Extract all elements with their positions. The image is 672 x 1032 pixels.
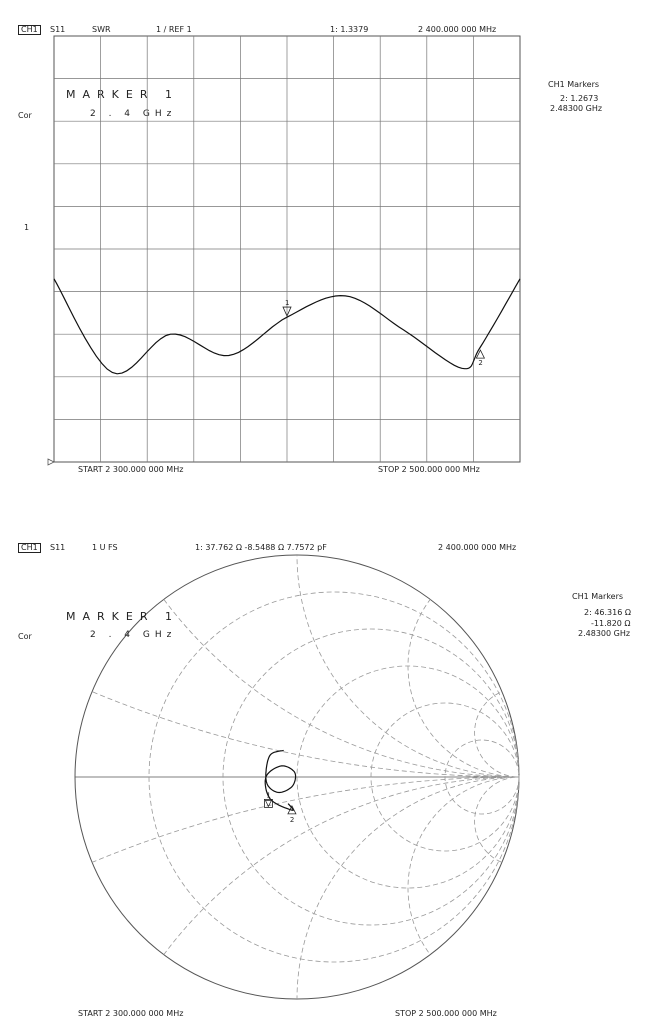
smith-parameter-label: S11 [50, 543, 66, 552]
stop-frequency: STOP 2 500.000 000 MHz [378, 465, 480, 474]
smith-reactance-arc [75, 777, 672, 1032]
swr-marker-2-label: 2 [478, 359, 483, 368]
smith-marker-value: 2 . 4 GHz [90, 630, 177, 640]
cor-indicator: Cor [18, 111, 32, 120]
smith-stop-frequency: STOP 2 500.000 000 MHz [395, 1009, 497, 1018]
marker-title: MARKER 1 [66, 88, 179, 101]
smith-reactance-arc [408, 777, 630, 999]
smith-ch-markers-resistance: 2: 46.316 Ω [584, 608, 631, 617]
smith-reactance-arc [408, 555, 630, 777]
ch-markers-frequency: 2.48300 GHz [550, 104, 603, 113]
smith-marker-title: MARKER 1 [66, 610, 179, 623]
smith-markers [264, 791, 296, 823]
ch-markers-title: CH1 Markers [548, 80, 600, 89]
smith-cor-indicator: Cor [18, 632, 32, 641]
smith-reactance-arc [75, 0, 672, 777]
smith-ch-markers-title: CH1 Markers [572, 592, 624, 601]
smith-ch-markers-reactance: -11.820 Ω [591, 619, 631, 628]
swr-grid [48, 36, 520, 465]
smith-marker-1-label: 1 [266, 791, 271, 800]
ch-markers-value: 2: 1.2673 [560, 94, 599, 103]
smith-ch-markers-frequency: 2.48300 GHz [578, 629, 631, 638]
reference-indicator: 1 [24, 223, 30, 232]
smith-trace [265, 750, 295, 810]
parameter-label: S11 [50, 25, 66, 34]
swr-markers [283, 299, 484, 367]
marker-value: 2 . 4 GHz [90, 109, 177, 119]
smith-marker-frequency: 2 400.000 000 MHz [438, 543, 517, 552]
smith-start-frequency: START 2 300.000 000 MHz [78, 1009, 184, 1018]
start-frequency: START 2 300.000 000 MHz [78, 465, 184, 474]
smith-reactance-arc [297, 333, 672, 777]
marker-readout: 1: 1.3379 [330, 25, 369, 34]
smith-marker-readout: 1: 37.762 Ω -8.5488 Ω 7.7572 pF [195, 543, 327, 552]
smith-reactance-arc [297, 777, 672, 1032]
marker-frequency: 2 400.000 000 MHz [418, 25, 497, 34]
smith-marker-2-label: 2 [289, 815, 295, 824]
swr-marker-1-label: 1 [285, 299, 290, 308]
swr-reference-arrow [48, 459, 54, 465]
format-label: SWR [92, 25, 111, 34]
smith-format-label: 1 U FS [92, 543, 118, 552]
smith-reactance-arc [0, 777, 672, 1032]
scale-label: 1 / REF 1 [156, 25, 192, 34]
smith-channel-badge: CH1 [18, 543, 41, 553]
channel-badge: CH1 [18, 25, 41, 35]
